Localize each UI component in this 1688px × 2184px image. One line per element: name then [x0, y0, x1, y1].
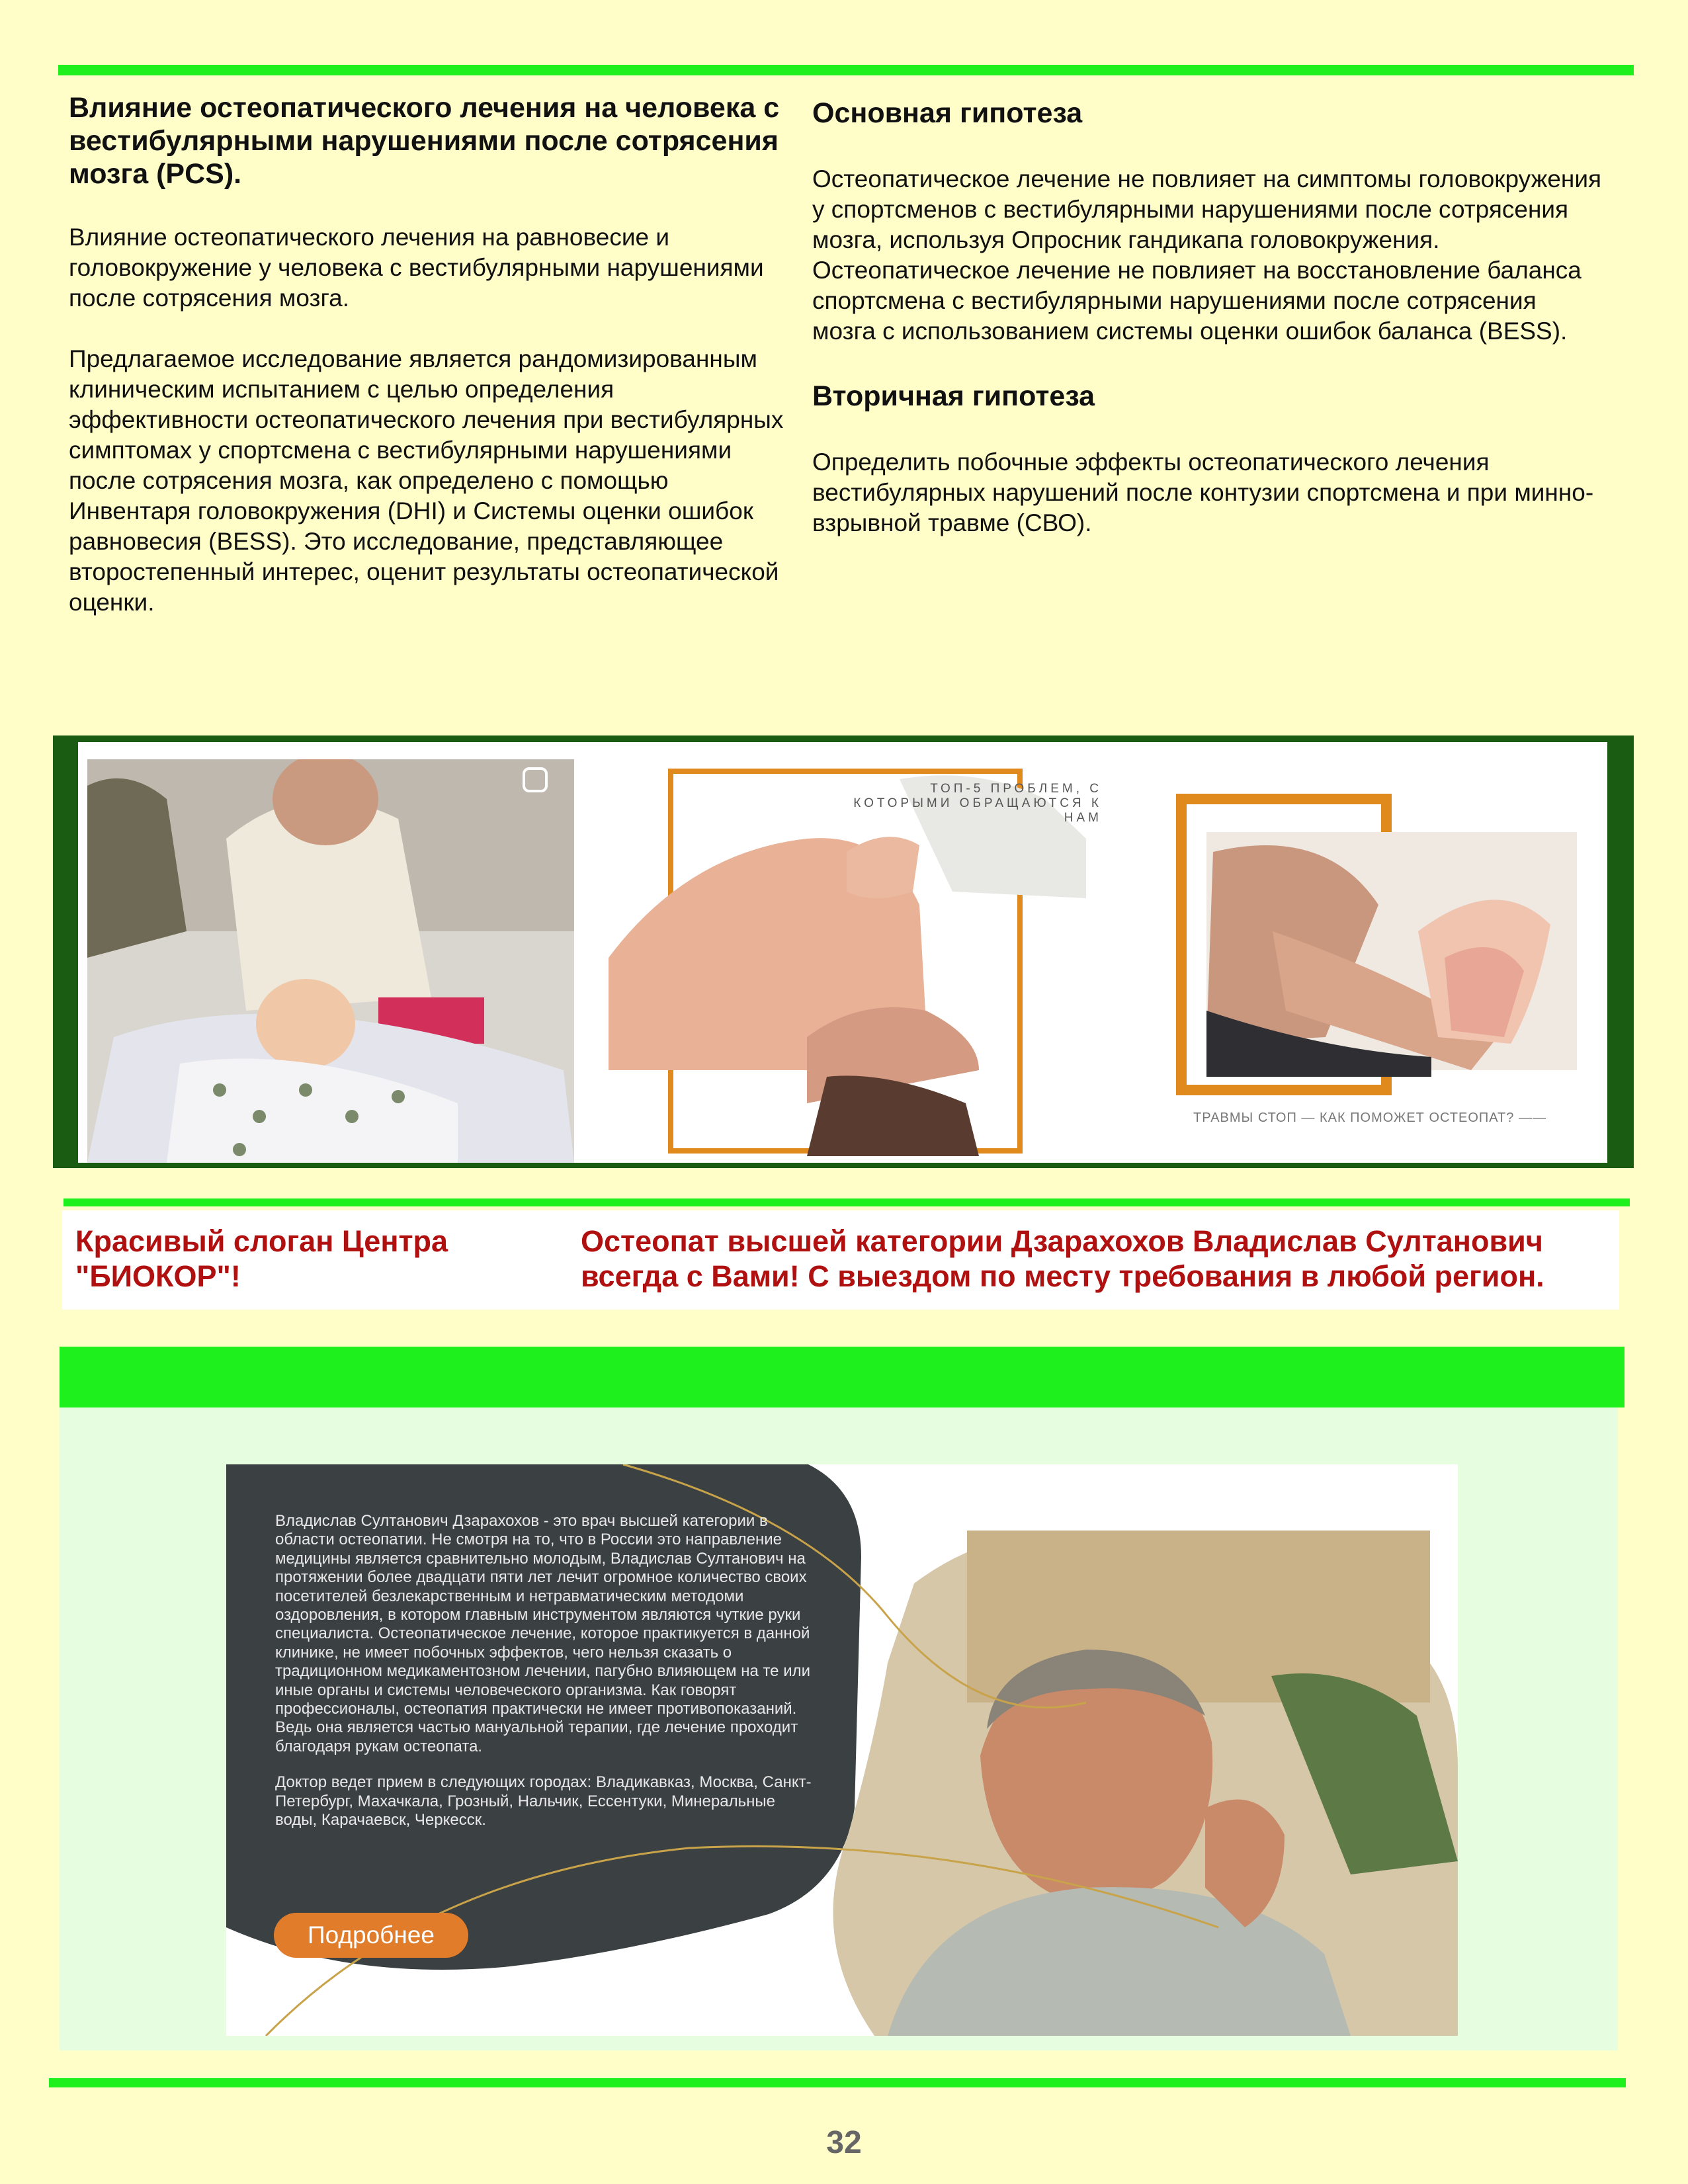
article-intro: Влияние остеопатического лечения на равновесие и головокружение у человека с вестибулярными нарушениями после сотрясения мозга. [69, 224, 764, 312]
photo-foot-taping [1127, 759, 1603, 1163]
slogan-divider [63, 1198, 1630, 1206]
left-column [69, 91, 796, 618]
main-hypothesis-text-2: Остеопатическое лечение не повлияет на восстановление баланса спортсмена с вестибулярными нарушениями после сотрясения мозга с использованием системы оценки ошибок баланса (BESS). [812, 257, 1582, 345]
secondary-hypothesis-text: Определить побочные эффекты остеопатического лечения вестибулярных нарушений после контузии спортсмена и при минно-взрывной травме (СВО). [812, 448, 1594, 536]
photo-caption-foot-injuries: ТРАВМЫ СТОП — КАК ПОМОЖЕТ ОСТЕОПАТ? —— [1193, 1111, 1546, 1125]
more-details-button[interactable]: Подробнее [274, 1913, 468, 1958]
main-hypothesis-heading: Основная гипотеза [812, 97, 1083, 129]
photo-osteopath-child [87, 759, 574, 1163]
right-column [812, 97, 1606, 538]
slogan-left: Красивый слоган Центра "БИОКОР"! [75, 1224, 448, 1293]
slogan-box [62, 1210, 1619, 1310]
photo-gallery [53, 735, 1634, 1168]
bottom-divider [49, 2078, 1626, 2087]
doctor-bio [275, 1512, 818, 1847]
green-band [60, 1347, 1625, 1407]
profile-card [226, 1464, 1458, 2036]
bio-paragraph: Владислав Султанович Дзарахохов - это врач высшей категории в области остеопатии. Не смотря на то, что в России это направление медицины является сравнительно молодым, Владислав Султанович на протяжении более двадцати пяти лет лечит огромное количество своих посетителей безлекарственным и нетравматическим методоми оздоровления, в котором главным инструментом являются чуткие руки специалиста. Остеопатическое лечение, которое практикуется в данной клинике, не имеет побочных эффектов, чего нельзя сказать о традиционном медикаментозном лечении, пагубно влияющем на те или иные органы и системы человеческого организма. Как говорят профессионалы, остеопатия практически не имеет противопоказаний. Ведь она является частью мануальной терапии, где лечение проходит благодаря рукам остеопата. [275, 1512, 811, 1755]
article-title: Влияние остеопатического лечения на человека с вестибулярными нарушениями после сотрясения мозга (PCS). [69, 92, 780, 190]
slogan-right: Остеопат высшей категории Дзарахохов Владислав Султанович всегда с Вами! С выездом по месту требования в любой регион. [581, 1224, 1544, 1293]
page-number: 32 [826, 2125, 862, 2160]
main-hypothesis-text-1: Остеопатическое лечение не повлияет на симптомы головокружения у спортсменов с вестибулярными нарушениями после сотрясения мозга, используя Опросник гандикапа головокружения. [812, 165, 1602, 253]
top-divider [58, 65, 1634, 75]
secondary-hypothesis-heading: Вторичная гипотеза [812, 380, 1095, 412]
photo-caption-top-problems: ТОП-5 ПРОБЛЕМ, С КОТОРЫМИ ОБРАЩАЮТСЯ К НАМ [853, 782, 1102, 825]
article-body: Предлагаемое исследование является рандомизированным клиническим испытанием с целью определения эффективности остеопатического лечения при вестибулярных симптомах у спортсмена с вестибулярными нарушениями после сотрясения мозга, как определено с помощью Инвентаря головокружения (DHI) и Системы оценки ошибок равновесия (BESS). Это исследование, представляющее второстепенный интерес, оценит результаты остеопатической оценки. [69, 345, 784, 616]
bio-cities: Доктор ведет прием в следующих городах: Владикавказ, Москва, Санкт-Петербург, Махачкала, Грозный, Нальчик, Ессентуки, Минеральные воды, Карачаевск, Черкесск. [275, 1773, 812, 1829]
